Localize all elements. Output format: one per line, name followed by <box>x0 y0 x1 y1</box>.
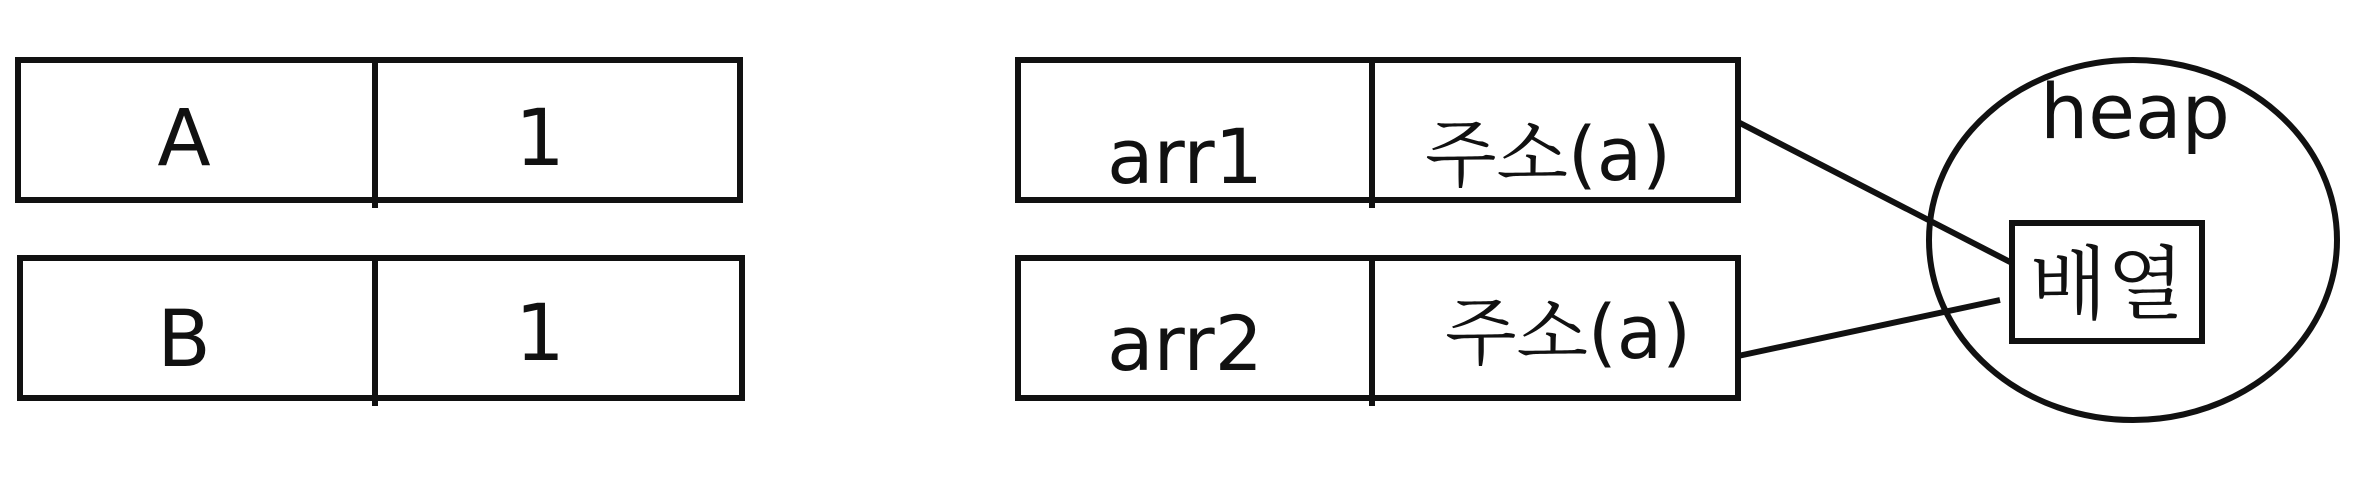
variable-box-b <box>20 256 742 406</box>
reference-line-arr2 <box>1738 300 2000 356</box>
heap-region <box>1929 60 2337 420</box>
heap-array-label: 배열 <box>2029 238 2185 331</box>
variable-box-a <box>18 58 740 208</box>
variable-name-arr2: arr2 <box>1106 299 1264 388</box>
variable-name-a: A <box>157 94 211 184</box>
reference-line-arr1 <box>1738 122 2012 263</box>
variable-value-arr1: 주소(a) <box>1424 112 1672 198</box>
variable-value-b: 1 <box>515 289 565 379</box>
variable-box-b-frame <box>20 258 742 398</box>
variable-box-a-frame <box>18 60 740 200</box>
heap-label: heap <box>2040 67 2230 156</box>
variable-value-a: 1 <box>515 94 565 184</box>
variable-value-arr2: 주소(a) <box>1444 290 1692 376</box>
variable-name-b: B <box>157 295 211 385</box>
variable-name-arr1: arr1 <box>1106 112 1264 201</box>
variable-box-arr2 <box>1018 256 1738 406</box>
variable-box-arr1 <box>1018 58 1738 208</box>
